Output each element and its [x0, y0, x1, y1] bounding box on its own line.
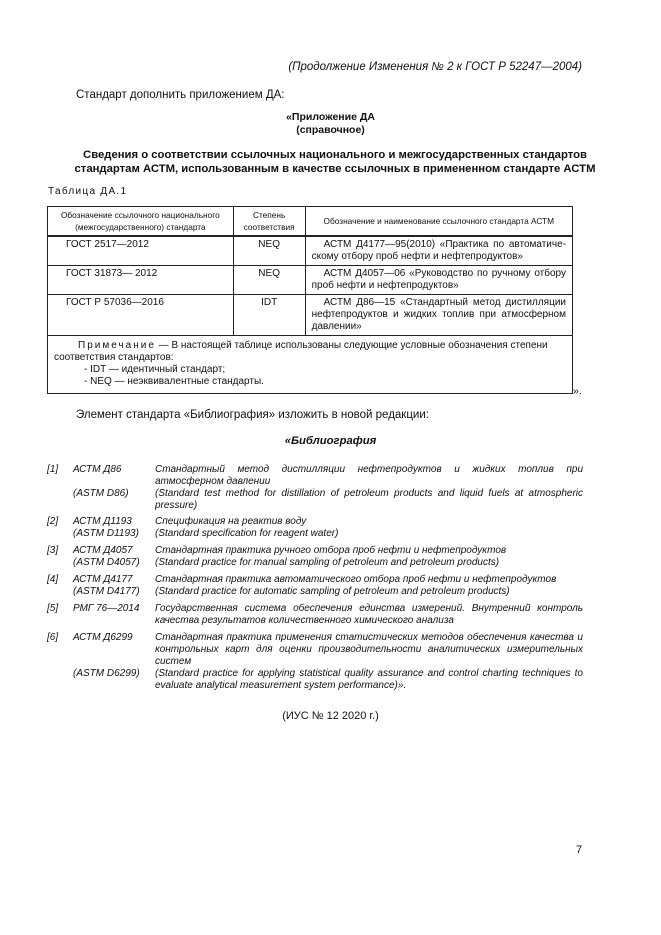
cell-std: ГОСТ 31873— 2012	[48, 266, 234, 295]
table-row	[48, 266, 573, 295]
entry-description: Стандартная практика автоматического отбора проб нефти и нефтепродуктов	[155, 574, 557, 585]
entry-code: АСТМ Д4177	[73, 574, 133, 585]
cell-astm: АСТМ Д86—15 «Стандартный метод дистилляции нефтепродуктов и жидких топлив при атмосферном давлении»	[305, 295, 572, 336]
entry-code: АСТМ Д1193	[73, 516, 132, 527]
note-item-neq: - NEQ — неэквивалентные стандарты.	[84, 376, 264, 387]
entry-code-en: (ASTM D4177)	[73, 586, 140, 597]
annex-heading	[40, 148, 630, 176]
entry-description: Стандартная практика применения статистических методов обеспечения качества и контрольных карт для оценки производительности аналитических измерительных систем	[155, 632, 583, 667]
table-note-row	[48, 336, 573, 394]
annex-title-block	[0, 111, 661, 137]
entry-description: Государственная система обеспечения единства измерений. Внутренний контроль качества результатов количественного химического анализа	[155, 603, 583, 626]
entry-number: [4]	[47, 574, 59, 585]
entry-number: [2]	[47, 516, 59, 527]
cell-astm: АСТМ Д4057—06 «Руководство по ручному отбору проб нефти и нефтепродуктов»	[305, 266, 572, 295]
bibliography-entry-6	[47, 632, 583, 692]
entry-description: Спецификация на реактив воду	[155, 516, 307, 527]
entry-description: Стандартный метод дистилляции нефтепродуктов и жидких топлив при атмосферном давлении	[155, 464, 583, 487]
bibliography-intro: Элемент стандарта «Библиография» изложить в новой редакции:	[76, 409, 429, 421]
bibliography-entry-2	[47, 516, 583, 540]
closing-quote: ».	[573, 385, 582, 397]
annex-heading-line1: Сведения о соответствии ссылочных национального и межгосударственных стандартов	[83, 149, 587, 161]
annex-subtitle: (справочное)	[296, 124, 365, 136]
table-label: Таблица ДА.1	[48, 186, 128, 197]
note-text: — В настоящей таблице использованы следующие условные обозначения степени соответствия стандартов:	[54, 340, 548, 363]
entry-description-en: (Standard test method for distillation of petroleum products and liquid fuels at atmospheric pressure)	[155, 488, 583, 511]
entry-code: РМГ 76—2014	[73, 603, 140, 614]
table-note	[48, 336, 573, 394]
entry-number: [3]	[47, 545, 59, 556]
entry-number: [5]	[47, 603, 59, 614]
bibliography-entry-4	[47, 574, 583, 598]
intro-text: Стандарт дополнить приложением ДА:	[76, 89, 285, 101]
correspondence-table	[47, 206, 573, 394]
note-item-idt: - IDT — идентичный стандарт;	[84, 364, 226, 375]
bibliography-title: «Библиография	[284, 435, 377, 447]
bibliography-entry-1	[47, 464, 583, 512]
cell-degree: NEQ	[233, 266, 305, 295]
cell-std: ГОСТ 2517—2012	[48, 236, 234, 266]
continuation-header: (Продолжение Изменения № 2 к ГОСТ Р 52247—2004)	[288, 61, 582, 73]
header-degree: Степень соответствия	[233, 207, 305, 237]
note-label: Примечание	[78, 340, 156, 351]
note-paragraph	[54, 340, 566, 364]
entry-description-en: (Standard practice for automatic sampling of petroleum and petroleum products)	[155, 586, 510, 597]
cell-astm: АСТМ Д4177—95(2010) «Практика по автоматическому отбору проб нефти и нефтепродуктов»	[305, 236, 572, 266]
annex-heading-line2: стандартам АСТМ, использованным в качестве ссылочных в примененном стандарте АСТМ	[74, 163, 596, 175]
entry-number: [1]	[47, 464, 59, 475]
source-reference: (ИУС № 12 2020 г.)	[282, 710, 379, 722]
entry-description-en: (Standard specification for reagent water)	[155, 528, 339, 539]
entry-description: Стандартная практика ручного отбора проб нефти и нефтепродуктов	[155, 545, 507, 556]
page-number: 7	[576, 844, 583, 856]
entry-code-en: (ASTM D1193)	[73, 528, 139, 539]
table-header-row	[48, 207, 573, 237]
header-astm-standard: Обозначение и наименование ссылочного стандарта АСТМ	[305, 207, 572, 237]
cell-std: ГОСТ Р 57036—2016	[48, 295, 234, 336]
entry-code: АСТМ Д86	[73, 464, 122, 475]
entry-code-en: (ASTM D86)	[73, 488, 129, 499]
cell-degree: NEQ	[233, 236, 305, 266]
cell-degree: IDT	[233, 295, 305, 336]
entry-number: [6]	[47, 632, 59, 643]
entry-code-en: (ASTM D6299)	[73, 668, 140, 679]
entry-description-en: (Standard practice for applying statistical quality assurance and control charting techniques to evaluate analytical measurement system performance)».	[155, 668, 583, 691]
entry-code-en: (ASTM D4057)	[73, 557, 140, 568]
bibliography-entry-5	[47, 603, 583, 627]
header-national-standard: Обозначение ссылочного национального (межгосударственного) стандарта	[48, 207, 234, 237]
entry-description-en: (Standard practice for manual sampling of petroleum and petroleum products)	[155, 557, 500, 568]
entry-code: АСТМ Д4057	[73, 545, 133, 556]
entry-code: АСТМ Д6299	[73, 632, 133, 643]
annex-title: «Приложение ДА	[286, 111, 375, 123]
table-row	[48, 295, 573, 336]
bibliography-entry-3	[47, 545, 583, 569]
table-row	[48, 236, 573, 266]
